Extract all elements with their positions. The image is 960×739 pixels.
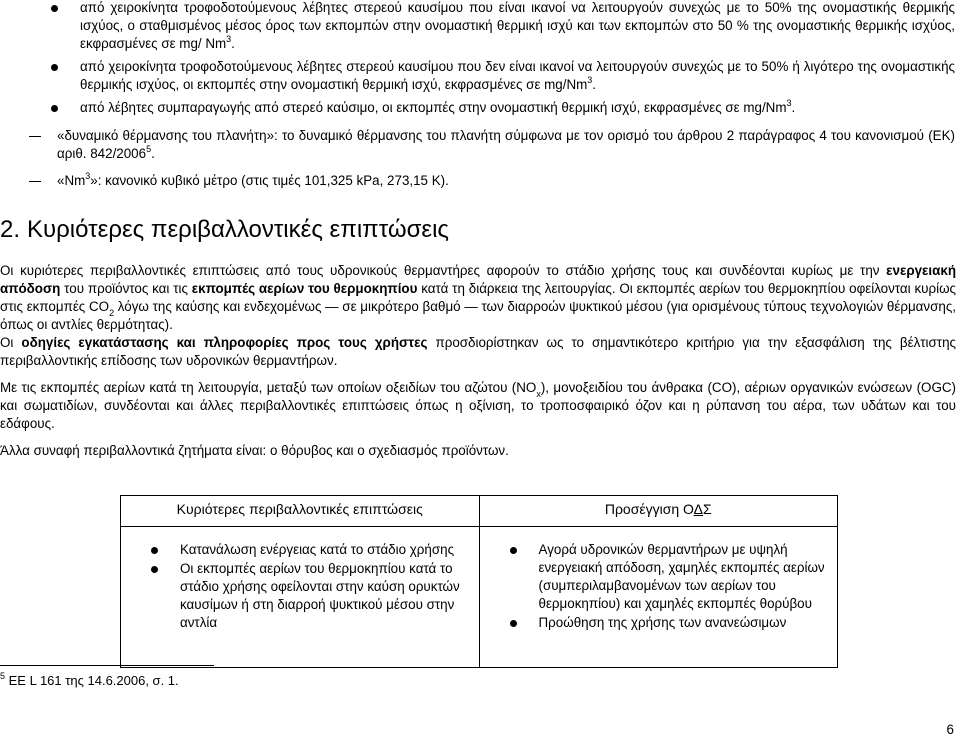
bullet-item-3 xyxy=(80,99,955,117)
bullet-text: από χειροκίνητα τροφοδοτούμενους λέβητες στερεού καυσίμου που είναι ικανοί να λειτουργούν συνεχώς με το 50% της ονομαστικής θερμικής ισχύος, ο σταθμισμένος μέσος όρος των εκπομπών στην ονομαστική θερμική ισχύ και των εκπομπών στο 50 % της ονομαστικής θερμικής ισχύος, εκφρασμένες σε mg/ Nm xyxy=(80,0,955,51)
table-row xyxy=(121,527,838,668)
header-approach xyxy=(479,496,838,527)
definition-nm3 xyxy=(57,172,955,190)
superscript: 3 xyxy=(786,97,792,108)
footnote-ref: 5 xyxy=(146,143,152,154)
bullet-dot-icon xyxy=(51,105,58,112)
subscript: x xyxy=(536,388,541,399)
bullet-item-1 xyxy=(80,0,955,53)
dash-icon xyxy=(29,136,41,137)
section-title: Κυριότερες περιβαλλοντικές επιπτώσεις xyxy=(27,216,449,243)
approach-list xyxy=(488,541,830,632)
paragraph-main-impacts xyxy=(0,262,956,334)
para3-text-a: Με τις εκπομπές αερίων κατά τη λειτουργία, μεταξύ των οποίων οξειδίων του αζώτου (NO xyxy=(0,380,537,395)
para4-text: Άλλα συναφή περιβαλλοντικά ζητήματα είναι: ο θόρυβος και ο σχεδιασμός προϊόντων. xyxy=(0,443,509,458)
para1-text-c: του προϊόντος και τις xyxy=(60,281,192,296)
page-number: 6 xyxy=(946,722,954,737)
list-item: Κατανάλωση ενέργειας κατά το στάδιο χρήσης xyxy=(129,541,471,559)
para3-text-b: ), μονοξειδίου του άνθρακα (CO), αέριων οργανικών ενώσεων (OGC) και σωματιδίων, συνδέονται και άλλες περιβαλλοντικές επιπτώσεις όπως η οξίνιση, το τροποσφαιρικό όζον και η ρύπανση του αέρα, των υδάτων και του εδάφους. xyxy=(0,380,956,431)
para2-text-c: προσδιορίστηκαν ως το σημαντικότερο κριτήριο για την εξασφάλιση της βέλτιστης περιβαλλοντικής επίδοσης των υδρονικών θερμαντήρων. xyxy=(0,335,956,368)
list-item: Προώθηση της χρήσης των ανανεώσιμων xyxy=(488,614,830,632)
para1-text-a: Οι κυριότερες περιβαλλοντικές επιπτώσεις από τους υδρονικούς θερμαντήρες αφορούν το στάδιο χρήσης τους και συνδέονται κυρίως με την xyxy=(0,263,887,278)
definition-post: »: κανονικό κυβικό μέτρο (στις τιμές 101,325 kPa, 273,15 K). xyxy=(90,173,449,188)
para1-text-e: λόγω της καύσης και ενδεχομένως — σε μικρότερο βαθμό — των διαρροών ψυκτικού μέσου (για ορισμένους τύπους τεχνολογιών θέρμανσης, όπως οι αντλίες θερμότητας). xyxy=(0,299,956,332)
impacts-table xyxy=(120,495,838,668)
bullet-item-2 xyxy=(80,58,955,94)
header-impacts: Κυριότερες περιβαλλοντικές επιπτώσεις xyxy=(121,496,480,527)
para2-text-a: Οι xyxy=(0,335,22,350)
bullet-text: από χειροκίνητα τροφοδοτούμενους λέβητες στερεού καυσίμου που δεν είναι ικανοί να λειτουργούν συνεχώς με το 50% ή λιγότερο της ονομαστικής θερμικής ισχύος, οι εκπομπές στην ονομαστική θερμική ισχύ, εκφρασμένες σε mg/Nm xyxy=(80,59,955,92)
paragraph-emissions xyxy=(0,379,956,433)
bullet-text: από λέβητες συμπαραγωγής από στερεό καύσιμο, οι εκπομπές στην ονομαστική θερμική ισχύ, εκφρασμένες σε mg/Nm xyxy=(80,100,787,115)
superscript: 3 xyxy=(226,33,232,44)
paragraph-other-issues xyxy=(0,442,956,460)
list-item: Οι εκπομπές αερίων του θερμοκηπίου κατά το στάδιο χρήσης οφείλονται στην καύση ορυκτών καυσίμων ή στη διαρροή ψυκτικού μέσου στην αντλία xyxy=(129,560,471,632)
header-approach-suffix: Σ xyxy=(702,501,712,517)
list-item: Αγορά υδρονικών θερμαντήρων με υψηλή ενεργειακή απόδοση, χαμηλές εκπομπές αερίων (συμπεριλαμβανομένων των αερίων του θερμοκηπίου) και χαμηλές εκπομπές θορύβου xyxy=(488,541,830,613)
para1-bold-energy: ενεργειακή απόδοση xyxy=(0,263,956,296)
table-header-row xyxy=(121,496,838,527)
subscript: 2 xyxy=(109,307,115,318)
definition-end: . xyxy=(151,146,155,161)
footnote-mark: 5 xyxy=(0,670,6,681)
superscript: 3 xyxy=(587,74,593,85)
superscript: 3 xyxy=(85,170,91,181)
bullet-end: . xyxy=(592,77,597,92)
bullet-dot-icon xyxy=(51,64,58,71)
bullet-end: . xyxy=(791,100,796,115)
definition-gwp xyxy=(57,127,955,163)
section-heading xyxy=(0,216,449,244)
header-approach-prefix: Προσέγγιση Ο xyxy=(604,501,694,517)
footnote-divider xyxy=(0,665,214,666)
header-approach-underlined: Δ xyxy=(693,501,703,517)
footnote-text: ΕΕ L 161 της 14.6.2006, σ. 1. xyxy=(8,673,179,688)
approach-cell xyxy=(479,527,838,668)
bullet-dot-icon xyxy=(51,5,58,12)
dash-icon xyxy=(29,181,41,182)
impacts-list xyxy=(129,541,471,632)
definition-text: «δυναμικό θέρμανσης του πλανήτη»: το δυναμικό θέρμανσης του πλανήτη σύμφωνα με τον ορισμό του άρθρου 2 παράγραφος 4 του κανονισμού (ΕΚ) αριθ. 842/2006 xyxy=(57,128,955,161)
para1-text-d: κατά τη διάρκεια της λειτουργίας. Οι εκπομπές αερίων του θερμοκηπίου οφείλονται κυρίως στις εκπομπές CO xyxy=(0,281,957,314)
footnote xyxy=(0,672,179,690)
section-number: 2. xyxy=(0,216,21,243)
paragraph-installation xyxy=(0,334,956,370)
impacts-cell xyxy=(121,527,480,668)
para1-bold-ghg: εκπομπές αερίων του θερμοκηπίου xyxy=(191,281,418,296)
definition-pre: «Nm xyxy=(57,173,86,188)
bullet-end: . xyxy=(231,36,235,51)
para2-bold: οδηγίες εγκατάστασης και πληροφορίες προς τους χρήστες xyxy=(21,335,428,350)
